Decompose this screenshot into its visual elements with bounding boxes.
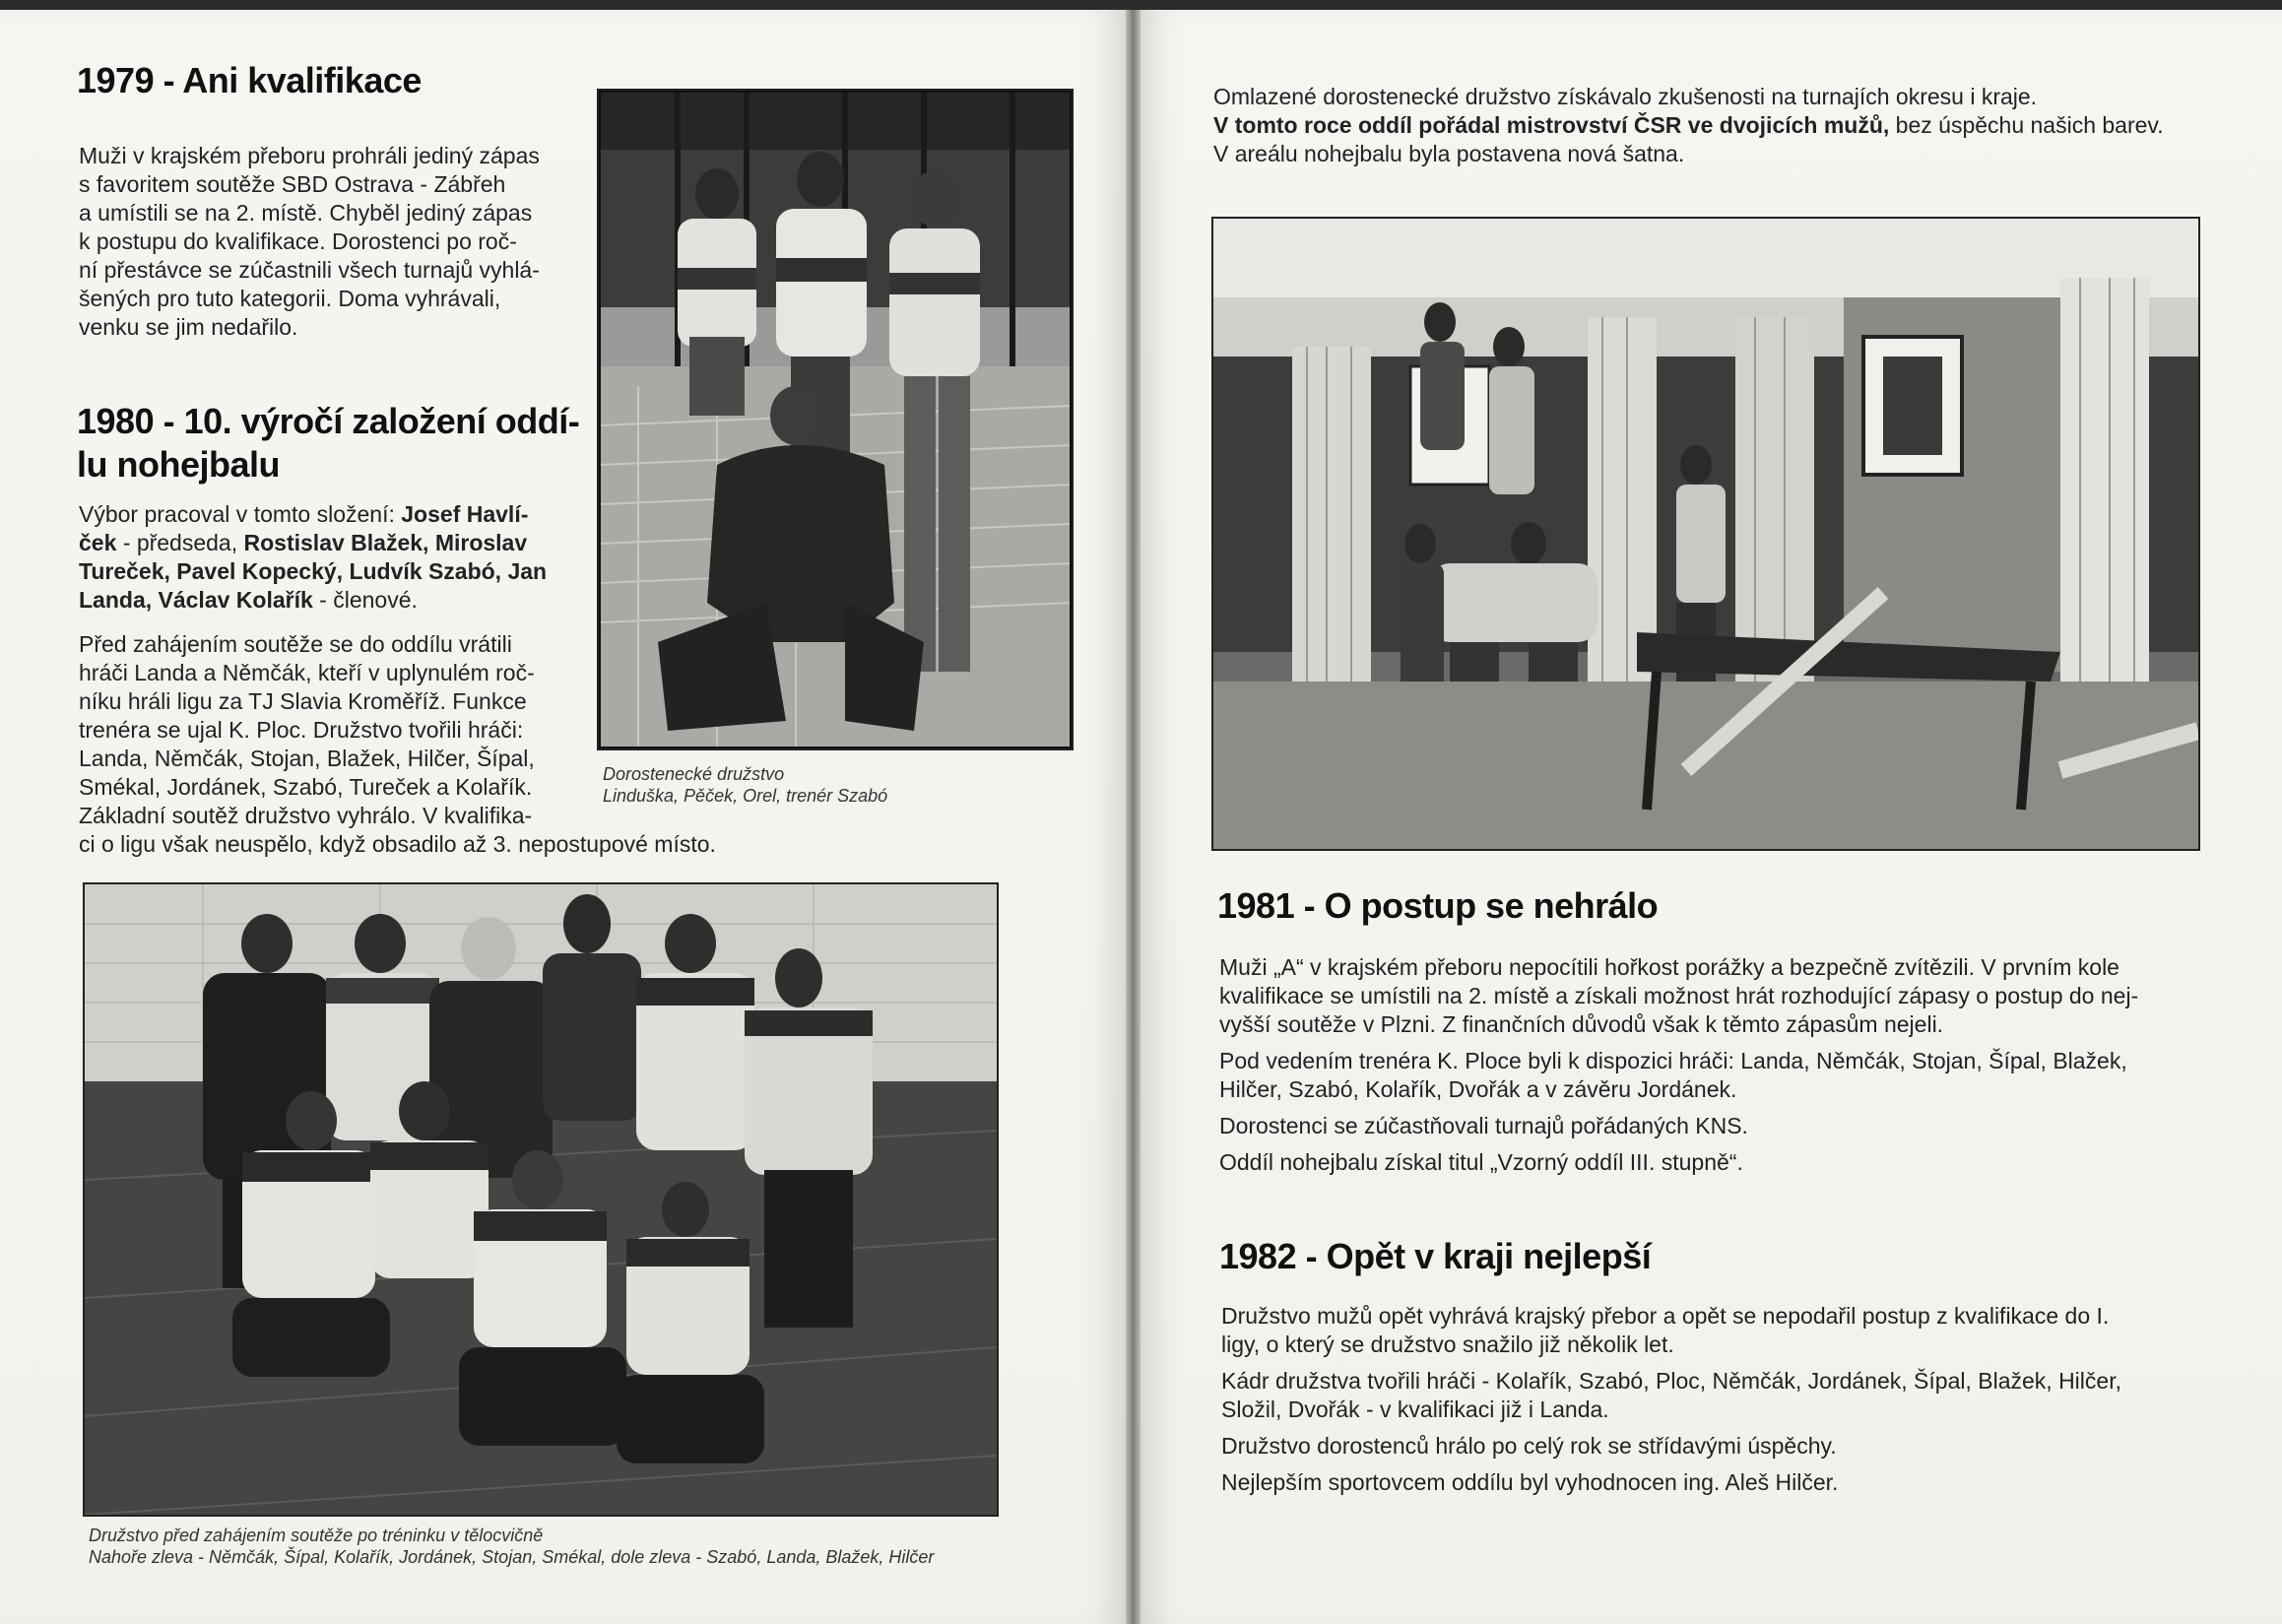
season-line: Landa, Němčák, Stojan, Blažek, Hilčer, Šípal, <box>79 746 535 771</box>
committee-name: Tureček, Pavel Kopecký, Ludvík Szabó, Jan <box>79 558 548 584</box>
committee-line <box>79 586 591 615</box>
committee-name: Josef Havlí- <box>401 501 529 527</box>
photo-changing-room <box>1211 217 2200 851</box>
heading-1980-line2: lu nohejbalu <box>77 444 280 485</box>
scan-top-edge <box>0 0 2282 10</box>
text-1982-line: Kádr družstva tvořili hráči - Kolařík, Szabó, Ploc, Němčák, Jordánek, Šípal, Blažek, Hilčer, <box>1221 1368 2121 1394</box>
intro-line: V areálu nohejbalu byla postavena nová šatna. <box>1213 141 1685 166</box>
left-page <box>0 10 1126 1624</box>
heading-1981: 1981 - O postup se nehrálo <box>1217 885 1659 926</box>
text-1981-line: Dorostenci se zúčastňovali turnajů pořádaných KNS. <box>1219 1113 1748 1138</box>
committee-text: Výbor pracoval v tomto složení: <box>79 501 402 527</box>
text-1982-line: Družstvo mužů opět vyhrává krajský přebor a opět se nepodařil postup z kvalifikace do I. <box>1221 1303 2110 1329</box>
text-1981-line: Pod vedením trenéra K. Ploce byli k dispozici hráči: Landa, Němčák, Stojan, Šípal, Blažek, <box>1219 1048 2127 1073</box>
caption-line: Linduška, Pěček, Orel, trenér Szabó <box>603 786 888 806</box>
intro-bold: V tomto roce oddíl pořádal mistrovství ČSR ve dvojicích mužů, <box>1213 112 1890 138</box>
text-1982-line: Družstvo dorostenců hrálo po celý rok se střídavými úspěchy. <box>1221 1433 1837 1459</box>
photo-team-gym-caption <box>89 1525 1074 1568</box>
text-1979-line: k postupu do kvalifikace. Dorostenci po roč- <box>79 228 517 254</box>
text-1979-line: Muži v krajském přeboru prohráli jediný zápas <box>79 143 540 168</box>
intro-rest: bez úspěchu našich barev. <box>1889 112 2164 138</box>
season-line: trenéra se ujal K. Ploc. Družstvo tvořili hráči: <box>79 717 524 743</box>
photo-junior-team-image <box>599 91 1072 748</box>
text-1980-committee <box>79 500 591 615</box>
season-line: ci o ligu však neuspělo, když obsadilo až 3. nepostupové místo. <box>79 831 716 857</box>
text-1979-line: venku se jim nedařilo. <box>79 314 298 340</box>
season-line: Smékal, Jordánek, Szabó, Tureček a Kolařík. <box>79 774 533 800</box>
text-1981-line: Oddíl nohejbalu získal titul „Vzorný oddíl III. stupně“. <box>1219 1149 1743 1175</box>
text-1979-line: a umístili se na 2. místě. Chyběl jediný zápas <box>79 200 533 226</box>
intro-line: Omlazené dorostenecké družstvo získávalo zkušenosti na turnajích okresu i kraje. <box>1213 84 2038 109</box>
text-1979 <box>79 142 591 342</box>
text-1979-line: ní přestávce se zúčastnili všech turnajů vyhlá- <box>79 257 540 283</box>
photo-team-gym <box>83 882 999 1517</box>
book-gutter <box>1126 10 1141 1624</box>
text-1981-line: kvalifikace se umístili na 2. místě a získali možnost hrát rozhodující zápasy o postup do nej- <box>1219 983 2139 1008</box>
committee-line <box>79 557 591 586</box>
text-1982 <box>1221 1302 2275 1497</box>
committee-text: - členové. <box>312 587 418 613</box>
text-1981-line: Muži „A“ v krajském přeboru nepocítili hořkost porážky a bezpečně zvítězili. V prvním kole <box>1219 954 2119 980</box>
committee-name: ček <box>79 530 117 555</box>
text-1979-line: šených pro tuto kategorii. Doma vyhrávali, <box>79 286 501 311</box>
season-line: Před zahájením soutěže se do oddílu vrátili <box>79 631 512 657</box>
text-1982-line: Nejlepším sportovcem oddílu byl vyhodnocen ing. Aleš Hilčer. <box>1221 1469 1839 1495</box>
photo-junior-team-caption <box>603 763 1076 807</box>
committee-line <box>79 529 591 557</box>
text-1981 <box>1219 953 2273 1177</box>
committee-line <box>79 500 591 529</box>
intro-text <box>1213 83 2257 168</box>
text-1979-line: s favoritem soutěže SBD Ostrava - Zábřeh <box>79 171 506 197</box>
photo-team-gym-image <box>85 884 997 1515</box>
committee-text: - předseda, <box>116 530 244 555</box>
caption-line: Družstvo před zahájením soutěže po tréninku v tělocvičně <box>89 1526 544 1545</box>
committee-name: Rostislav Blažek, Miroslav <box>243 530 528 555</box>
text-1981-line: Hilčer, Szabó, Kolařík, Dvořák a v závěru Jordánek. <box>1219 1076 1737 1102</box>
caption-line: Dorostenecké družstvo <box>603 764 785 784</box>
right-page <box>1141 10 2282 1624</box>
text-1982-line: Složil, Dvořák - v kvalifikaci již i Landa. <box>1221 1397 1609 1422</box>
intro-line <box>1213 111 2257 140</box>
committee-name: Landa, Václav Kolařík <box>79 587 313 613</box>
heading-1980-line1: 1980 - 10. výročí založení oddí- <box>77 401 580 441</box>
photo-changing-room-image <box>1213 219 2198 849</box>
season-line: níku hráli ligu za TJ Slavia Kroměříž. Funkce <box>79 688 527 714</box>
season-line: hráči Landa a Němčák, kteří v uplynulém roč- <box>79 660 535 685</box>
heading-1982: 1982 - Opět v kraji nejlepší <box>1219 1236 1652 1276</box>
photo-junior-team <box>597 89 1074 750</box>
caption-line: Nahoře zleva - Němčák, Šípal, Kolařík, Jordánek, Stojan, Smékal, dole zleva - Szabó, Landa, Blažek, Hilčer <box>89 1547 935 1567</box>
text-1982-line: ligy, o který se družstvo snažilo již několik let. <box>1221 1332 1674 1357</box>
heading-1980 <box>77 400 579 487</box>
season-line: Základní soutěž družstvo vyhrálo. V kvalifika- <box>79 803 533 828</box>
heading-1979: 1979 - Ani kvalifikace <box>77 60 422 100</box>
text-1981-line: vyšší soutěže v Plzni. Z finančních důvodů však k těmto zápasům nejeli. <box>1219 1011 1944 1037</box>
